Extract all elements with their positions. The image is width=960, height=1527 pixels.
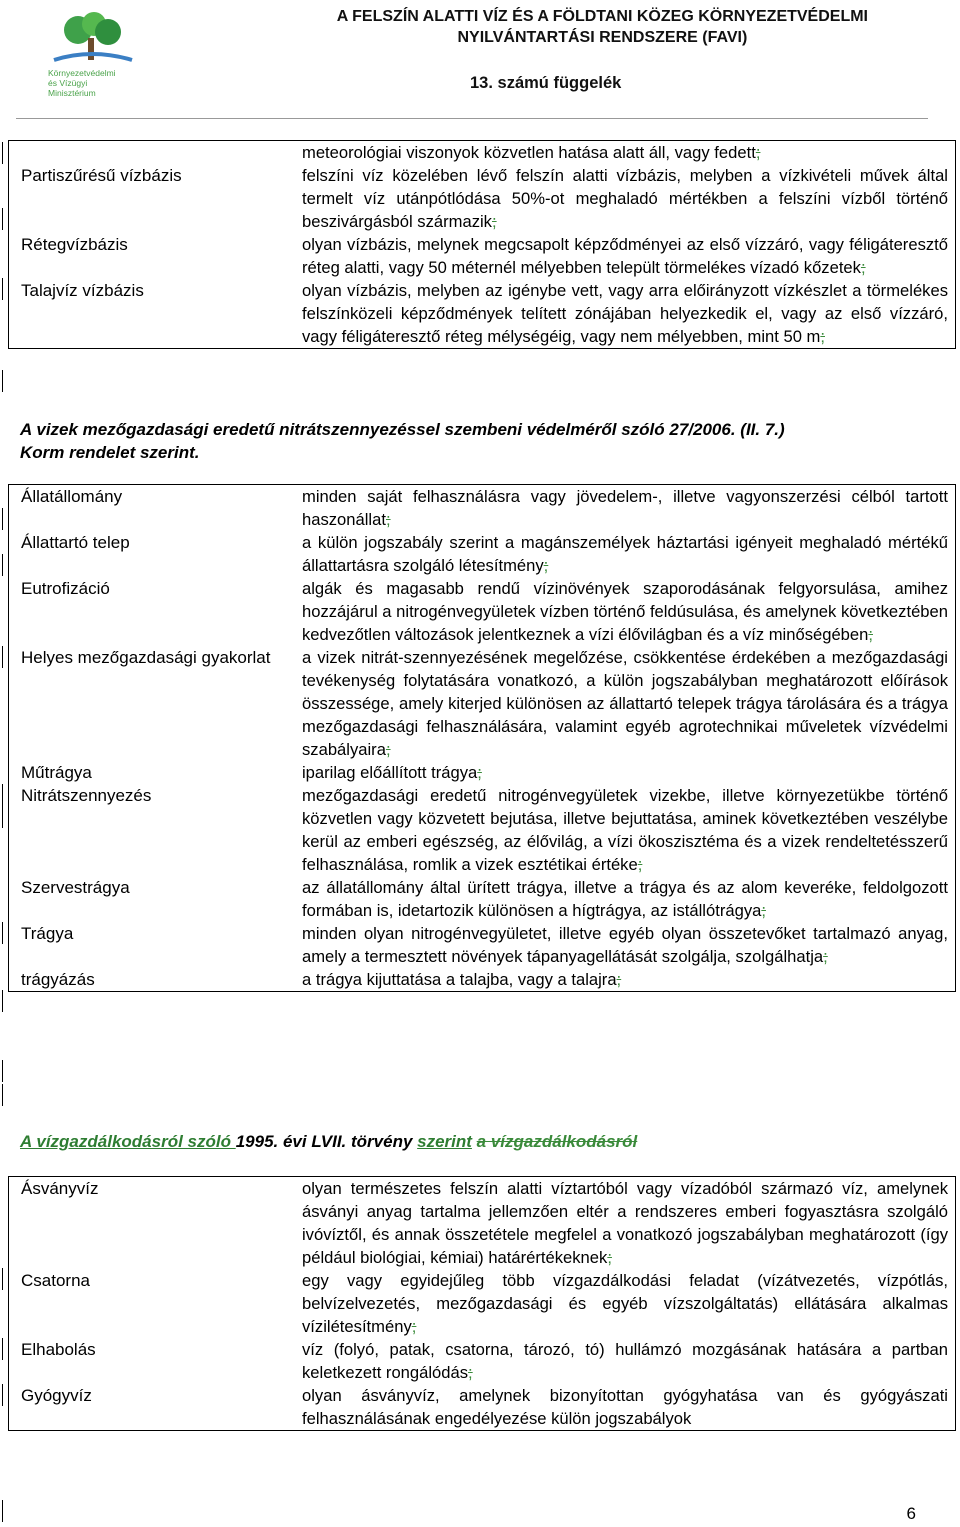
table-row — [9, 1338, 955, 1384]
revision-bar — [2, 208, 3, 230]
revision-bar — [2, 1084, 3, 1106]
term-cell: Partiszűrésű vízbázis — [21, 166, 182, 185]
table-row — [9, 1269, 955, 1338]
term-cell: Állattartó telep — [21, 533, 130, 552]
revision-bar — [2, 990, 3, 1012]
revision-bar — [2, 554, 3, 576]
definition-cell: olyan ásványvíz, amelynek bizonyítottan gyógyhatása van és gyógyászati felhasználásának engedélyezése külön jogszabályok — [302, 1386, 948, 1428]
table-row — [9, 1384, 955, 1430]
definitions-table-groundwater — [8, 140, 956, 349]
term-cell — [9, 141, 299, 164]
term-cell: Eutrofizáció — [21, 579, 110, 598]
table-row — [9, 279, 955, 348]
term-cell: Csatorna — [21, 1271, 90, 1290]
term-cell: Ásványvíz — [21, 1179, 99, 1198]
table-row — [9, 531, 955, 577]
revision-bar — [2, 806, 3, 828]
table-row — [9, 1177, 955, 1269]
term-cell: Állatállomány — [21, 487, 123, 506]
table-row — [9, 164, 955, 233]
revision-bar — [2, 1384, 3, 1406]
definition-cell: iparilag előállított trágya; — [302, 763, 482, 782]
term-cell: Helyes mezőgazdasági gyakorlat — [21, 648, 271, 667]
table-row — [9, 761, 955, 784]
logo-text: Környezetvédelmi és Vízügyi Minisztérium — [48, 68, 116, 98]
revision-bar — [2, 646, 3, 668]
definition-cell: az állatállomány által ürített trágya, illetve a trágya és az alom keveréke, feldolgozott formában is, idetartozik különösen a hígtrágya, az istállótrágya; — [302, 878, 948, 920]
table-row — [9, 233, 955, 279]
header-divider — [16, 118, 928, 119]
revision-bar — [2, 1060, 3, 1082]
table-row — [9, 141, 955, 164]
term-cell: Szervestrágya — [21, 878, 130, 897]
revision-bar — [2, 370, 3, 392]
definition-cell: mezőgazdasági eredetű nitrogénvegyületek vizekbe, illetve környezetükbe történő közvetlen vagy közvetett bejutása, illetve bejuttatása, aminek következtében veszélybe kerül az emberi egészség, az élővilág, a vízi ökoszisztéma és a vizek rendeltetésszerű felhasználása, romlik a vizek esztétikai értéke; — [302, 786, 948, 874]
table-row — [9, 784, 955, 876]
table-row — [9, 968, 955, 991]
section-heading-water-act: A vízgazdálkodásról szóló 1995. évi LVII. törvény szerint a vízgazdálkodásról — [20, 1132, 638, 1151]
table-row — [9, 577, 955, 646]
definition-cell: a külön jogszabály szerint a magánszemélyek háztartási igényeit meghaladó mértékű állattartásra szolgáló létesítmény; — [302, 533, 948, 575]
definition-cell: algák és magasabb rendű vízinövények szaporodásának felgyorsulása, amihez hozzájárul a nitrogénvegyületek vízben történő feldúsulása, és amelynek következtében kedvezőtlen változások jelentkeznek a vízi élővilágban és a víz minőségében; — [302, 579, 948, 644]
tree-logo-icon — [44, 8, 144, 68]
section-heading-nitrate-decree: A vizek mezőgazdasági eredetű nitrátszennyezéssel szembeni védelméről szóló 27/2006. (II. 7.) Korm rendelet szerint. — [20, 420, 785, 462]
definition-cell: egy vagy egyidejűleg több vízgazdálkodási feladat (vízátvezetés, vízpótlás, belvízelvezetés, mezőgazdasági és egyéb vízszolgáltatás) ellátására alkalmas vízilétesítmény; — [302, 1271, 948, 1336]
term-cell: Nitrátszennyezés — [21, 786, 152, 805]
table-row — [9, 485, 955, 531]
definition-cell: víz (folyó, patak, csatorna, tározó, tó) hullámzó mozgásának hatására a partban keletkezett rongálódás; — [302, 1340, 948, 1382]
revision-bar — [2, 142, 3, 164]
definition-cell: a vizek nitrát-szennyezésének megelőzése, csökkentése érdekében a mezőgazdasági tevékenység folytatására vonatkozó, a külön jogszabályban meghatározott előírások összessége, amely kiterjed különösen az állattartó telepek trágya tárolására és a trágya mezőgazdasági felhasználására, valamint egyéb agrotechnikai műveletek vízvédelmi szabályaira; — [302, 648, 948, 759]
table-row — [9, 646, 955, 761]
definition-cell: felszíni víz közelében lévő felszín alatti vízbázis, melyben a vízkivételi művek által termelt víz utánpótlódása 50%-ot meghaladó mértékben a felszíni vízből történő beszivárgásból származik; — [302, 166, 948, 231]
page-header — [0, 0, 960, 118]
definition-cell: minden olyan nitrogénvegyületet, illetve egyéb olyan összetevőket tartalmazó anyag, amely a termesztett növények tápanyagellátását szolgálja, szolgálhatja; — [302, 924, 948, 966]
term-cell: Talajvíz vízbázis — [21, 281, 144, 300]
table-row — [9, 922, 955, 968]
revision-bar — [2, 922, 3, 944]
term-cell: Elhabolás — [21, 1340, 96, 1359]
definition-cell: olyan vízbázis, melynek megcsapolt képződményei az első vízzáró, vagy féligáteresztő réteg alatti, vagy 50 méternél mélyebben települt törmelékes vízadó kőzetek; — [302, 235, 948, 277]
revision-bar — [2, 278, 3, 300]
definition-cell: olyan vízbázis, melyben az igénybe vett, vagy arra előirányzott vízkészlet a törmelékes felszínközeli képződmények telített zónájában helyezkedik el, vagy az első vízzáró, vagy féligáteresztő réteg mélységéig, vagy nem mélyebben, mint 50 m; — [302, 281, 948, 346]
table-row — [9, 876, 955, 922]
document-title: A FELSZÍN ALATTI VÍZ ÉS A FÖLDTANI KÖZEG KÖRNYEZETVÉDELMI NYILVÁNTARTÁSI RENDSZERE (FAVI) — [336, 8, 868, 46]
definition-cell: minden saját felhasználásra vagy jövedelem-, illetve vagyonszerzési célból tartott haszonállat; — [302, 487, 948, 529]
definition-cell: olyan természetes felszín alatti víztartóból vagy vízadóból származó víz, amelynek ásványi anyag tartalma jellemzően eltér a rendszeres emberi fogyasztásra szolgáló ivóvíztől, és annak összetétele megfelel a vonatkozó jogszabályban meghatározott (így például biológiai, kémiai) határértékeknek; — [302, 1179, 948, 1267]
term-cell: Rétegvízbázis — [21, 235, 128, 254]
term-cell: trágyázás — [21, 970, 95, 989]
revision-bar — [2, 1500, 3, 1522]
revision-bar — [2, 784, 3, 806]
definition-cell: a trágya kijuttatása a talajba, vagy a talajra; — [302, 970, 622, 989]
ministry-logo — [44, 8, 144, 104]
revision-bar — [2, 1268, 3, 1290]
revision-bar — [2, 1338, 3, 1360]
term-cell: Műtrágya — [21, 763, 92, 782]
term-cell: Gyógyvíz — [21, 1386, 92, 1405]
definition-cell: meteorológiai viszonyok közvetlen hatása alatt áll, vagy fedett; — [302, 143, 761, 162]
definitions-table-water-management — [8, 1176, 956, 1431]
appendix-label: 13. számú függelék — [470, 74, 622, 92]
term-cell: Trágya — [21, 924, 74, 943]
page-number: 6 — [906, 1504, 916, 1523]
revision-bar — [2, 508, 3, 530]
definitions-table-nitrate — [8, 484, 956, 992]
